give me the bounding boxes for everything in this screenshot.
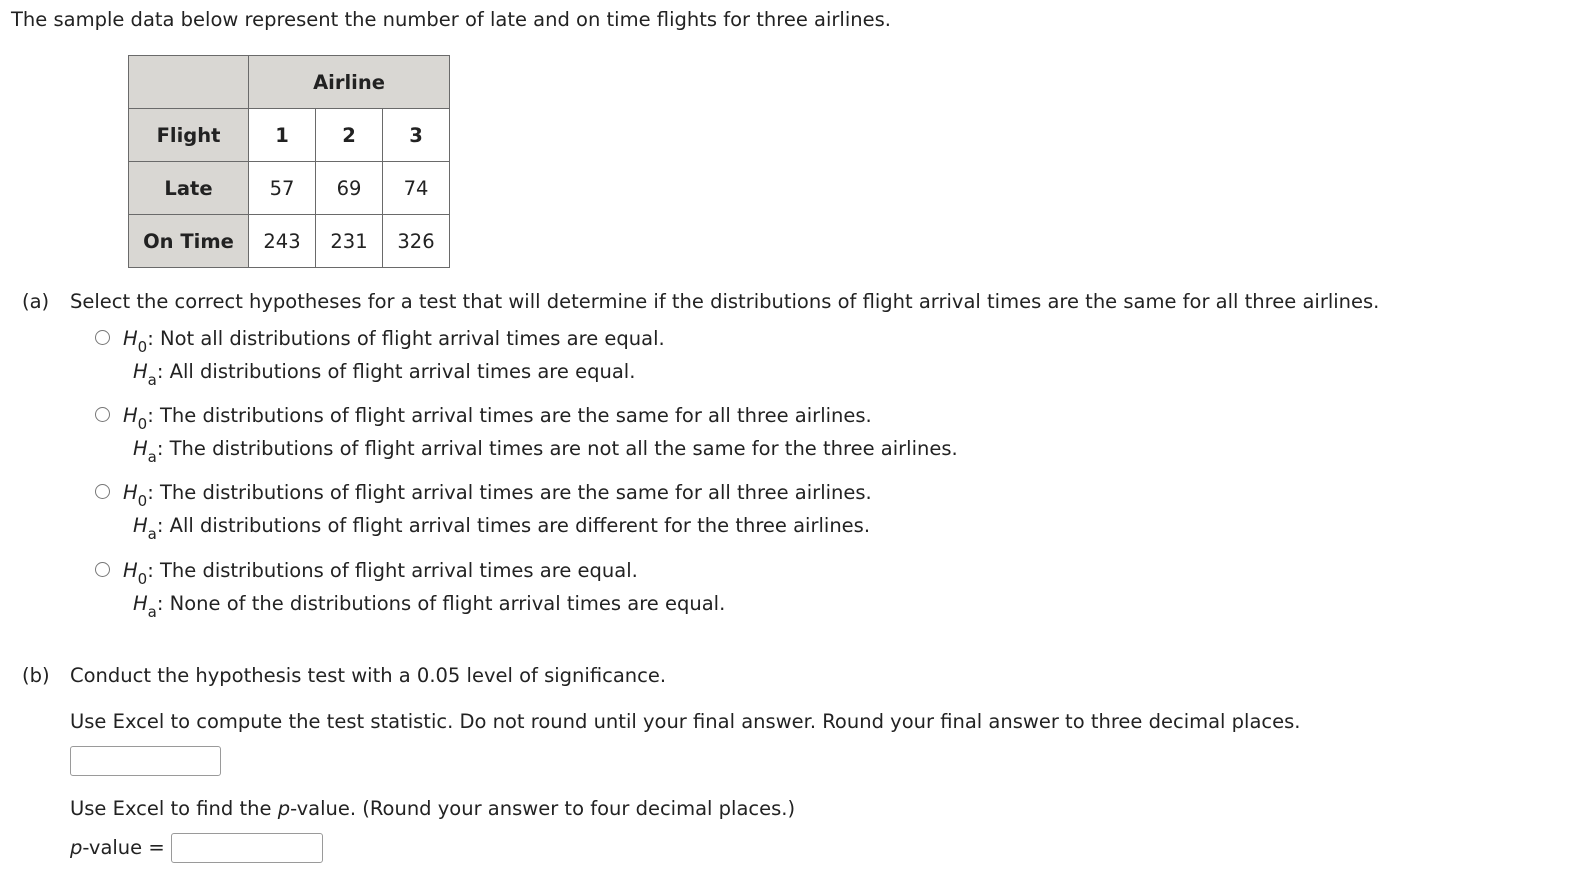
row-label-on-time: On Time xyxy=(129,215,249,268)
null-symbol: H xyxy=(123,559,138,582)
null-symbol: H xyxy=(123,404,138,427)
table-corner-cell xyxy=(129,56,249,109)
null-hypothesis-line xyxy=(123,327,665,356)
null-hypothesis-line xyxy=(123,559,638,588)
null-subscript: 0 xyxy=(137,338,148,356)
airline-column-header: 1 xyxy=(249,109,316,162)
alt-subscript: a xyxy=(147,603,157,621)
alt-hypothesis-line xyxy=(133,437,958,466)
radio-button[interactable] xyxy=(95,562,110,577)
alt-hypothesis-text: : None of the distributions of flight arrival times are equal. xyxy=(156,592,726,615)
table-cell: 69 xyxy=(316,162,383,215)
part-b-intro: Conduct the hypothesis test with a 0.05 level of significance. xyxy=(70,664,667,687)
alt-symbol: H xyxy=(133,592,148,615)
airline-column-header: 2 xyxy=(316,109,383,162)
table-row xyxy=(129,56,450,109)
alt-hypothesis-line xyxy=(133,592,726,621)
table-cell: 231 xyxy=(316,215,383,268)
alt-hypothesis-text: : All distributions of flight arrival times are equal. xyxy=(156,360,636,383)
null-subscript: 0 xyxy=(137,415,148,433)
null-subscript: 0 xyxy=(137,492,148,510)
alt-hypothesis-text: : The distributions of flight arrival times are not all the same for the three airlines. xyxy=(156,437,958,460)
alt-subscript: a xyxy=(147,371,157,389)
pvalue-input[interactable] xyxy=(171,833,323,863)
flight-row-header: Flight xyxy=(129,109,249,162)
null-hypothesis-text: : The distributions of flight arrival times are the same for all three airlines. xyxy=(147,404,872,427)
alt-hypothesis-text: : All distributions of flight arrival times are different for the three airlines. xyxy=(156,514,871,537)
alt-subscript: a xyxy=(147,448,157,466)
radio-button[interactable] xyxy=(95,330,110,345)
airline-column-header: 3 xyxy=(383,109,450,162)
null-hypothesis-line xyxy=(123,404,872,433)
table-row xyxy=(129,109,450,162)
table-cell: 326 xyxy=(383,215,450,268)
radio-button[interactable] xyxy=(95,407,110,422)
table-cell: 74 xyxy=(383,162,450,215)
null-hypothesis-text: : The distributions of flight arrival times are equal. xyxy=(147,559,638,582)
test-statistic-input[interactable] xyxy=(70,746,221,776)
pvalue-prompt-pre: Use Excel to find the xyxy=(70,797,278,820)
part-a-label: (a) xyxy=(22,290,50,313)
part-a-question: Select the correct hypotheses for a test that will determine if the distributions of flight arrival times are the same for all three airlines. xyxy=(70,290,1380,313)
flight-data-table xyxy=(128,55,450,268)
test-statistic-prompt: Use Excel to compute the test statistic. Do not round until your final answer. Round your final answer to three decimal places. xyxy=(70,710,1301,733)
radio-button[interactable] xyxy=(95,484,110,499)
null-hypothesis-text: : The distributions of flight arrival times are the same for all three airlines. xyxy=(147,481,872,504)
pvalue-label-rest: -value = xyxy=(82,836,165,859)
alt-symbol: H xyxy=(133,437,148,460)
pvalue-label xyxy=(70,836,165,859)
table-row xyxy=(129,162,450,215)
null-symbol: H xyxy=(123,481,138,504)
alt-subscript: a xyxy=(147,525,157,543)
table-cell: 243 xyxy=(249,215,316,268)
null-hypothesis-text: : Not all distributions of flight arrival times are equal. xyxy=(147,327,665,350)
null-hypothesis-line xyxy=(123,481,872,510)
row-label-late: Late xyxy=(129,162,249,215)
pvalue-label-p: p xyxy=(70,836,83,859)
alt-hypothesis-line xyxy=(133,514,871,543)
table-cell: 57 xyxy=(249,162,316,215)
alt-hypothesis-line xyxy=(133,360,636,389)
intro-text: The sample data below represent the number of late and on time flights for three airlines. xyxy=(11,8,891,31)
pvalue-prompt-p: p xyxy=(277,797,291,820)
null-subscript: 0 xyxy=(137,570,148,588)
alt-symbol: H xyxy=(133,360,148,383)
alt-symbol: H xyxy=(133,514,148,537)
airline-header: Airline xyxy=(249,56,450,109)
table-row xyxy=(129,215,450,268)
part-b-label: (b) xyxy=(22,664,50,687)
pvalue-prompt xyxy=(70,797,795,820)
pvalue-prompt-post: -value. (Round your answer to four decimal places.) xyxy=(290,797,796,820)
null-symbol: H xyxy=(123,327,138,350)
